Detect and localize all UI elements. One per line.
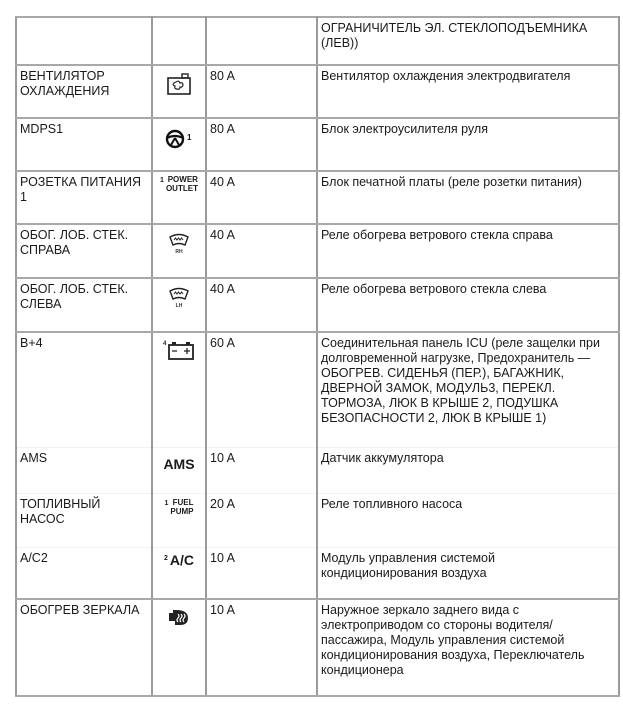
fuse-name: A/C2 (16, 547, 152, 599)
fuse-amperage: 40 A (206, 278, 317, 332)
table-row (16, 447, 619, 493)
fuse-table (15, 16, 620, 697)
power-outlet-icon: $^1$ POWER OUTLET (160, 175, 198, 193)
fuse-amperage (206, 17, 317, 65)
fuse-pump-icon: $^1$ FUEL PUMP (164, 497, 194, 516)
windshield-heater-lh-icon (167, 285, 191, 313)
ams-icon: AMS (163, 455, 195, 472)
table-row (16, 599, 619, 696)
fuse-name: ОБОГ. ЛОБ. СТЕК. СПРАВА (16, 224, 152, 278)
fuse-amperage: 10 A (206, 447, 317, 493)
fuse-name: ТОПЛИВНЫЙ НАСОС (16, 493, 152, 547)
fuse-description: Реле топливного насоса (317, 493, 619, 547)
fuse-amperage: 10 A (206, 599, 317, 696)
svg-text:1: 1 (187, 133, 192, 142)
table-row (16, 118, 619, 171)
fuse-amperage: 40 A (206, 171, 317, 224)
fuse-description: Реле обогрева ветрового стекла слева (317, 278, 619, 332)
fuse-name (16, 17, 152, 65)
fuse-name: ОБОГ. ЛОБ. СТЕК. СЛЕВА (16, 278, 152, 332)
battery-icon (163, 339, 195, 365)
table-row (16, 224, 619, 278)
fuse-name: РОЗЕТКА ПИТАНИЯ 1 (16, 171, 152, 224)
fuse-name: MDPS1 (16, 118, 152, 171)
table-row (16, 65, 619, 118)
fuse-name: AMS (16, 447, 152, 493)
svg-text:LH: LH (175, 303, 183, 309)
svg-text:RH: RH (175, 249, 183, 255)
svg-text:4: 4 (163, 341, 167, 347)
table-row (16, 17, 619, 65)
fuse-amperage: 40 A (206, 224, 317, 278)
ac-icon: $^2$ A/C (163, 551, 195, 568)
mirror-heater-icon (166, 606, 192, 632)
fuse-name: B+4 (16, 332, 152, 447)
fuse-description: Блок электроусилителя руля (317, 118, 619, 171)
fuse-description: Реле обогрева ветрового стекла справа (317, 224, 619, 278)
fuse-description: Датчик аккумулятора (317, 447, 619, 493)
fuse-description: Блок печатной платы (реле розетки питания) (317, 171, 619, 224)
steering-wheel-icon (163, 125, 195, 153)
fuse-amperage: 60 A (206, 332, 317, 447)
fuse-description: Модуль управления системой кондиционирования воздуха (317, 547, 619, 599)
fuse-description: ОГРАНИЧИТЕЛЬ ЭЛ. СТЕКЛОПОДЪЕМНИКА (ЛЕВ)) (317, 17, 619, 65)
table-row (16, 547, 619, 599)
fuse-description: Наружное зеркало заднего вида с электроприводом со стороны водителя/пассажира, Модуль управления системой кондиционирования воздуха, Переключатель кондиционера (317, 599, 619, 696)
cooling-fan-icon (165, 72, 193, 100)
table-row (16, 332, 619, 447)
fuse-amperage: 10 A (206, 547, 317, 599)
table-row (16, 171, 619, 224)
fuse-amperage: 80 A (206, 118, 317, 171)
fuse-description: Вентилятор охлаждения электродвигателя (317, 65, 619, 118)
fuse-icon-cell (152, 17, 206, 65)
fuse-name: ОБОГРЕВ ЗЕРКАЛА (16, 599, 152, 696)
fuse-description: Соединительная панель ICU (реле защелки при долговременной нагрузке, Предохранитель — ОБОГРЕВ. СИДЕНЬЯ (ПЕР.), БАГАЖНИК, ДВЕРНОЙ ЗАМОК, МОДУЛЬ3, ПЕРЕКЛ. ТОРМОЗА, ЛЮК В КРЫШЕ 2, ПОДУШКА БЕЗОПАСНОСТИ 2, ЛЮК В КРЫШЕ 1) (317, 332, 619, 447)
table-row (16, 278, 619, 332)
fuse-amperage: 20 A (206, 493, 317, 547)
table-row (16, 493, 619, 547)
fuse-name: ВЕНТИЛЯТОР ОХЛАЖДЕНИЯ (16, 65, 152, 118)
windshield-heater-rh-icon (167, 231, 191, 259)
fuse-amperage: 80 A (206, 65, 317, 118)
